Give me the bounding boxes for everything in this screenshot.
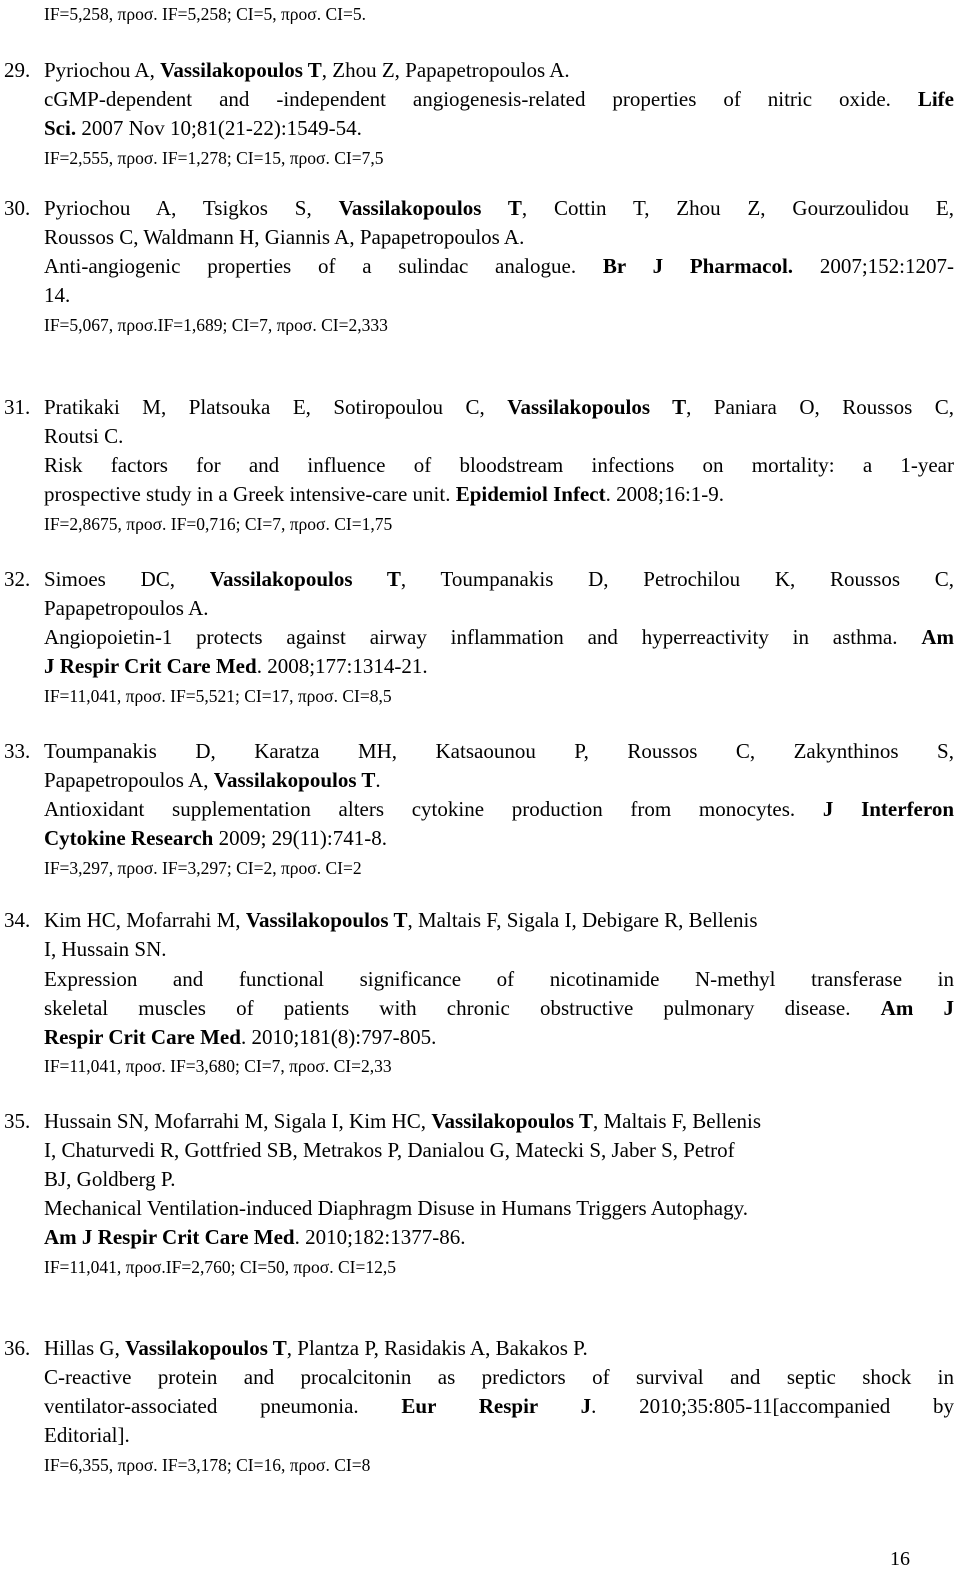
page-number: 16 xyxy=(890,1548,910,1570)
reference-metrics: IF=11,041, προσ. IF=5,521; CI=17, προσ. CI=8,5 xyxy=(44,686,392,706)
reference-title-cont: skeletal muscles of patients with chronic obstructive pulmonary disease. Am J xyxy=(44,996,954,1020)
reference-authors: Simoes DC, Vassilakopoulos T, Toumpanakis D, Petrochilou K, Roussos C, xyxy=(44,567,954,591)
reference-authors: Pratikaki M, Platsouka E, Sotiropoulou C, Vassilakopoulos T, Paniara O, Roussos C, xyxy=(44,395,954,419)
reference-authors-cont: I, Chaturvedi R, Gottfried SB, Metrakos P, Danialou G, Matecki S, Jaber S, Petrof xyxy=(44,1138,735,1162)
reference-metrics: IF=2,8675, προσ. IF=0,716; CI=7, προσ. CI=1,75 xyxy=(44,514,393,534)
reference-authors: Toumpanakis D, Karatza MH, Katsaounou P, Roussos C, Zakynthinos S, xyxy=(44,739,954,763)
reference-citation: Editorial]. xyxy=(44,1423,130,1447)
reference-title: Anti-angiogenic properties of a sulindac analogue. Br J Pharmacol. 2007;152:1207- xyxy=(44,254,954,278)
reference-authors-cont: Routsi C. xyxy=(44,424,124,448)
reference-citation: Sci. 2007 Nov 10;81(21-22):1549-54. xyxy=(44,116,362,140)
reference-number: 32. xyxy=(4,567,31,591)
reference-metrics: IF=3,297, προσ. IF=3,297; CI=2, προσ. CI=2 xyxy=(44,858,362,878)
reference-title: C-reactive protein and procalcitonin as predictors of survival and septic shock in xyxy=(44,1365,954,1389)
reference-citation: Respir Crit Care Med. 2010;181(8):797-805. xyxy=(44,1025,437,1049)
reference-metrics: IF=6,355, προσ. IF=3,178; CI=16, προσ. CI=8 xyxy=(44,1455,371,1475)
reference-number: 36. xyxy=(4,1336,31,1360)
reference-title: Angiopoietin-1 protects against airway inflammation and hyperreactivity in asthma. Am xyxy=(44,625,954,649)
reference-authors-cont: I, Hussain SN. xyxy=(44,937,167,961)
reference-number: 33. xyxy=(4,739,31,763)
reference-authors: Hillas G, Vassilakopoulos T, Plantza P, Rasidakis A, Bakakos P. xyxy=(44,1336,588,1360)
reference-title: cGMP-dependent and -independent angiogenesis-related properties of nitric oxide. Life xyxy=(44,87,954,111)
reference-metrics: IF=5,067, προσ.IF=1,689; CI=7, προσ. CI=2,333 xyxy=(44,315,388,335)
reference-authors: Pyriochou A, Vassilakopoulos T, Zhou Z, Papapetropoulos A. xyxy=(44,58,570,82)
reference-number: 29. xyxy=(4,58,31,82)
reference-authors-cont: BJ, Goldberg P. xyxy=(44,1167,176,1191)
reference-metrics: IF=11,041, προσ.IF=2,760; CI=50, προσ. CI=12,5 xyxy=(44,1257,396,1277)
reference-title: Antioxidant supplementation alters cytokine production from monocytes. J Interferon xyxy=(44,797,954,821)
reference-citation: Cytokine Research 2009; 29(11):741-8. xyxy=(44,826,387,850)
reference-authors: Kim HC, Mofarrahi M, Vassilakopoulos T, Maltais F, Sigala I, Debigare R, Bellenis xyxy=(44,908,758,932)
reference-title-cont: ventilator-associated pneumonia. Eur Respir J. 2010;35:805-11[accompanied by xyxy=(44,1394,955,1418)
reference-authors-cont: Roussos C, Waldmann H, Giannis A, Papapetropoulos A. xyxy=(44,225,525,249)
reference-title: Mechanical Ventilation-induced Diaphragm Disuse in Humans Triggers Autophagy. xyxy=(44,1196,748,1220)
reference-number: 34. xyxy=(4,908,31,932)
reference-authors: Pyriochou A, Tsigkos S, Vassilakopoulos T, Cottin T, Zhou Z, Gourzoulidou E, xyxy=(44,196,954,220)
reference-authors: Hussain SN, Mofarrahi M, Sigala I, Kim HC, Vassilakopoulos T, Maltais F, Bellenis xyxy=(44,1109,762,1133)
reference-title: Risk factors for and influence of bloodstream infections on mortality: a 1-year xyxy=(44,453,954,477)
header-metrics-line: IF=5,258, προσ. IF=5,258; CI=5, προσ. CI=5. xyxy=(44,4,366,24)
reference-metrics: IF=2,555, προσ. IF=1,278; CI=15, προσ. CI=7,5 xyxy=(44,148,384,168)
reference-authors-cont: Papapetropoulos A. xyxy=(44,596,209,620)
reference-citation: J Respir Crit Care Med. 2008;177:1314-21. xyxy=(44,654,428,678)
reference-title: Expression and functional significance of nicotinamide N-methyl transferase in xyxy=(44,967,954,991)
reference-citation: prospective study in a Greek intensive-care unit. Epidemiol Infect. 2008;16:1-9. xyxy=(44,482,725,506)
reference-number: 35. xyxy=(4,1109,31,1133)
reference-metrics: IF=11,041, προσ. IF=3,680; CI=7, προσ. CI=2,33 xyxy=(44,1056,392,1076)
reference-number: 30. xyxy=(4,196,31,220)
reference-citation: 14. xyxy=(44,283,71,307)
reference-citation: Am J Respir Crit Care Med. 2010;182:1377-86. xyxy=(44,1225,466,1249)
reference-authors-cont: Papapetropoulos A, Vassilakopoulos T. xyxy=(44,768,381,792)
reference-number: 31. xyxy=(4,395,31,419)
